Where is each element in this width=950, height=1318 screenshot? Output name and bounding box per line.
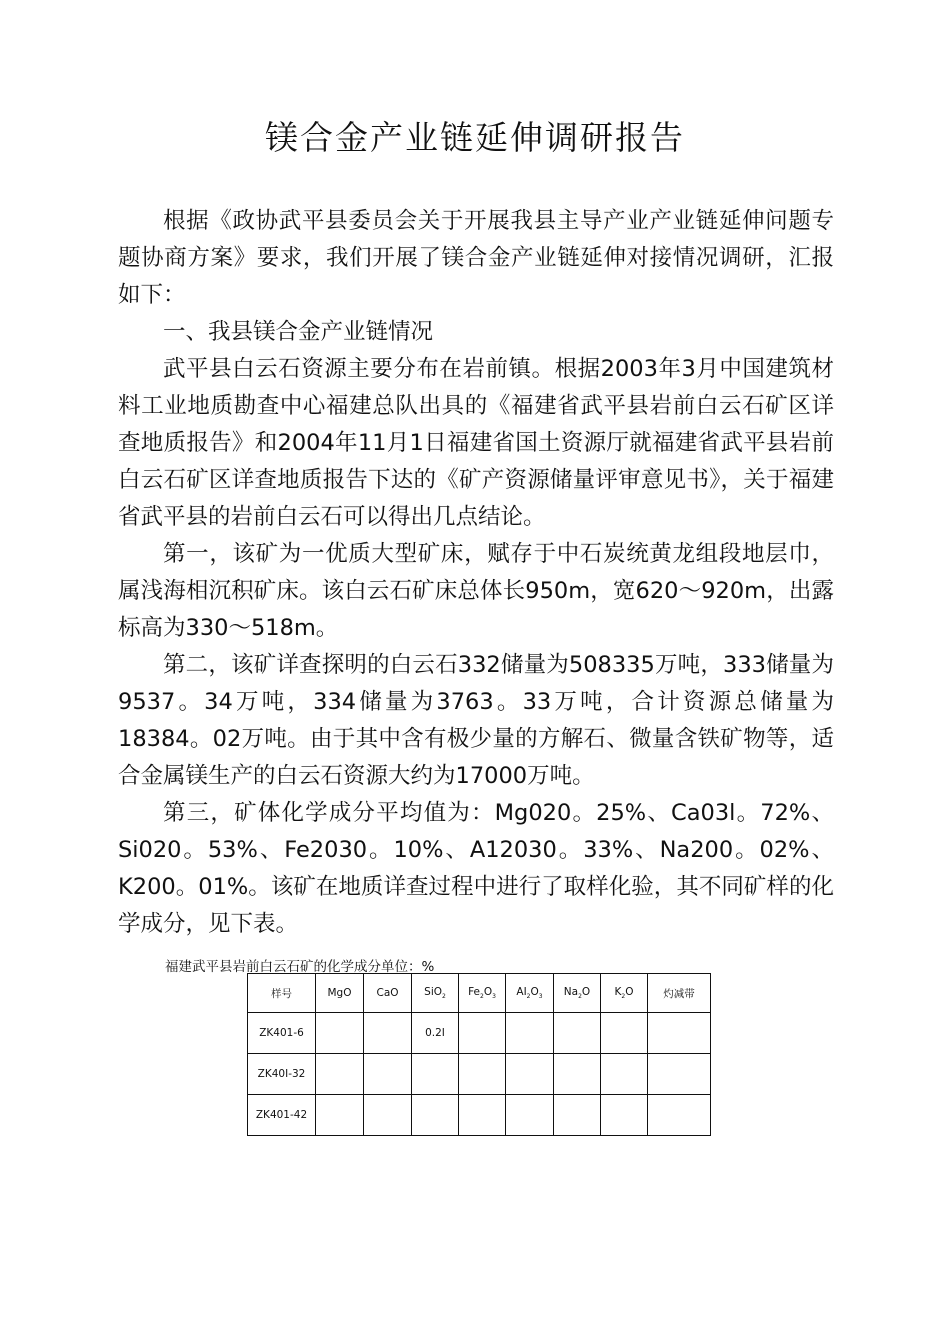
resource-paragraph: 武平县白云石资源主要分布在岩前镇。根据2003年3月中国建筑材料工业地质勘查中心福建总队出具的《福建省武平县岩前白云石矿区详查地质报告》和2004年11月1日福建省国土资源厅就福建省武平县岩前白云石矿区详查地质报告下达的《矿产资源储量评审意见书》，关于福建省武平县的岩前白云石可以得出几点结论。 <box>118 356 834 530</box>
header-mgo: MgO <box>316 974 364 1013</box>
cell-cao <box>364 1013 412 1054</box>
header-sample: 样号 <box>248 974 316 1013</box>
table-row <box>248 1013 711 1054</box>
conclusion-first: 第一，该矿为一优质大型矿床，赋存于中石炭统黄龙组段地层巾，属浅海相沉积矿床。该白云石矿床总体长950m，宽620〜920m，出露标高为330〜518m。 <box>118 541 834 641</box>
header-al2o3: $AI_2O_3$ <box>506 974 554 1013</box>
cell-al2o3 <box>506 1013 554 1054</box>
cell-loss <box>648 1054 711 1095</box>
cell-mgo <box>316 1054 364 1095</box>
cell-fe2o3 <box>459 1095 506 1136</box>
cell-na2o <box>554 1095 601 1136</box>
cell-al2o3 <box>506 1095 554 1136</box>
cell-k2o <box>601 1054 648 1095</box>
header-k2o: $K_2O$ <box>601 974 648 1013</box>
cell-sio2: 0.2I <box>412 1013 459 1054</box>
cell-cao <box>364 1095 412 1136</box>
cell-sample: ZK401-42 <box>248 1095 316 1136</box>
cell-mgo <box>316 1013 364 1054</box>
cell-cao <box>364 1054 412 1095</box>
cell-na2o <box>554 1013 601 1054</box>
table-row <box>248 1054 711 1095</box>
conclusion-second: 第二，该矿详查探明的白云石332储量为508335万吨，333储量为9537。34万吨，334储量为3763。33万吨，合计资源总储量为18384。02万吨。由于其中含有极少量的方解石、微量含铁矿物等，适合金属镁生产的白云石资源大约为17000万吨。 <box>118 652 834 789</box>
section-heading: 一、我县镁合金产业链情况 <box>163 319 434 345</box>
intro-paragraph: 根据《政协武平县委员会关于开展我县主导产业产业链延伸问题专题协商方案》要求，我们开展了镁合金产业链延伸对接情况调研，汇报如下： <box>118 208 834 308</box>
composition-table <box>247 973 711 1136</box>
cell-sio2 <box>412 1095 459 1136</box>
header-cao: CaO <box>364 974 412 1013</box>
header-fe2o3: $Fe_2O_3$ <box>459 974 506 1013</box>
header-na2o: $Na_2O$ <box>554 974 601 1013</box>
cell-fe2o3 <box>459 1013 506 1054</box>
cell-sample: ZK40I-32 <box>248 1054 316 1095</box>
table-caption: 福建武平县岩前白云石矿的化学成分单位：% <box>165 959 435 975</box>
table-row <box>248 1095 711 1136</box>
report-body <box>118 203 834 943</box>
cell-sio2 <box>412 1054 459 1095</box>
conclusion-third: 第三，矿体化学成分平均值为：Mg020。25%、Ca03l。72%、Si020。53%、Fe2030。10%、A12030。33%、Na200。02%、K200。01%。该矿在地质详查过程中进行了取样化验，其不同矿样的化学成分，见下表。 <box>118 800 834 937</box>
cell-al2o3 <box>506 1054 554 1095</box>
header-loss: 灼减带 <box>648 974 711 1013</box>
page-title: 镁合金产业链延伸调研报告 <box>265 118 685 157</box>
cell-na2o <box>554 1054 601 1095</box>
cell-mgo <box>316 1095 364 1136</box>
cell-loss <box>648 1095 711 1136</box>
table-header-row <box>248 974 711 1013</box>
header-sio2: SiO$_2$ <box>412 974 459 1013</box>
cell-fe2o3 <box>459 1054 506 1095</box>
cell-loss <box>648 1013 711 1054</box>
cell-k2o <box>601 1013 648 1054</box>
cell-sample: ZK401-6 <box>248 1013 316 1054</box>
cell-k2o <box>601 1095 648 1136</box>
